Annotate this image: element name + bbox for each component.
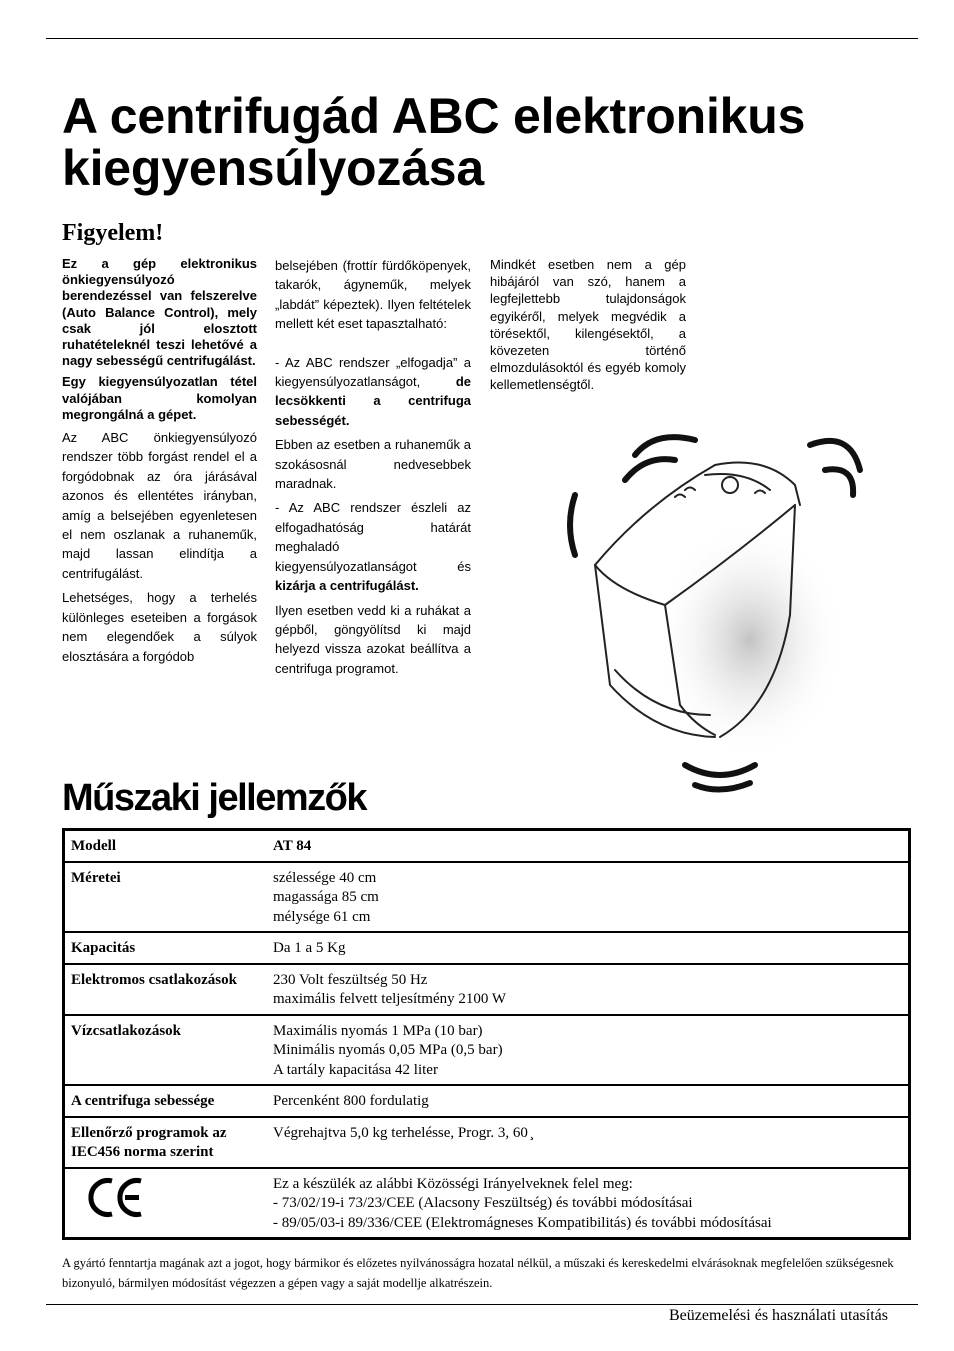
table-row bbox=[64, 964, 910, 1015]
attention-heading: Figyelem! bbox=[62, 220, 164, 246]
label-spin-speed: A centrifuga sebessége bbox=[64, 1085, 268, 1117]
ce-mark-cell bbox=[64, 1168, 268, 1239]
paragraph-continued: belsejében (frottír fürdőköpenyek, takarók, ágyneműk, melyek „labdát” képeztek). Ilyen feltételek mellett két eset tapasztalható: bbox=[275, 258, 471, 332]
case-2-bold: kizárja a centrifugálást. bbox=[275, 578, 419, 594]
text-column-3 bbox=[490, 256, 686, 399]
value-dimensions: szélessége 40 cm magassága 85 cm mélysége 61 cm bbox=[267, 862, 910, 933]
label-model: Modell bbox=[64, 830, 268, 862]
case-2-text: - Az ABC rendszer észleli az elfogadhatóság határát meghaladó kiegyensúlyozatlanságot és bbox=[275, 500, 471, 574]
paragraph-case-1-result: Ebben az esetben a ruhaneműk a szokásosnál nedvesebbek maradnak. bbox=[275, 437, 471, 492]
case-1-bold: de lecsökkenti a centrifuga sebességét. bbox=[275, 374, 471, 428]
value-capacity: Da 1 a 5 Kg bbox=[267, 932, 910, 964]
text-column-1 bbox=[62, 256, 257, 671]
top-rule bbox=[46, 38, 918, 39]
label-dimensions: Méretei bbox=[64, 862, 268, 933]
paragraph-warning: Egy kiegyensúlyozatlan tétel valójában komolyan megrongálná a gépet. bbox=[62, 374, 257, 422]
table-row bbox=[64, 830, 910, 862]
paragraph-instruction: Ilyen esetben vedd ki a ruhákat a gépből, göngyölítsd ki majd helyezd vissza azokat beállítva a centrifuga programot. bbox=[275, 602, 471, 676]
value-ce-compliance: Ez a készülék az alábbi Közösségi Irányelveknek felel meg: - 73/02/19-i 73/23/CEE (Alacsony Feszültség) és további módosításai - 89/05/03-i 89/336/CEE (Elektromágneses Kompatibilitás) és további módosításai bbox=[267, 1168, 910, 1239]
footer-caption: Beüzemelési és használati utasítás bbox=[668, 1307, 888, 1324]
value-model: AT 84 bbox=[267, 830, 910, 862]
bottom-rule bbox=[46, 1304, 918, 1305]
label-check-programs: Ellenőrző programok az IEC456 norma szerint bbox=[64, 1117, 268, 1168]
paragraph-conclusion: Mindkét esetben nem a gép hibájáról van szó, hanem a legfejlettebb tulajdonságok egyikéről, melyek megvédik a törésektől, kilengésektől, a kövezeten történő elmozdulásoktól és egyéb komoly kellemetlenségtől. bbox=[490, 257, 686, 393]
disclaimer-note: A gyártó fenntartja magának azt a jogot, hogy bármikor és előzetes nyilvánosságra hozatal nélkül, a műszaki és kereskedelmi elvárásoknak megfelelően szükségesnek bizonyuló, bármilyen módosítást végezzen a gépen vagy a saját modellje alkatrészein. bbox=[62, 1256, 894, 1290]
table-row bbox=[64, 1117, 910, 1168]
page-title bbox=[62, 90, 922, 194]
table-row bbox=[64, 862, 910, 933]
value-check-programs: Végrehajtva 5,0 kg terhelésse, Progr. 3, 60 ̧ bbox=[267, 1117, 910, 1168]
specs-table bbox=[62, 828, 911, 1240]
paragraph-intro: Ez a gép elektronikus önkiegyensúlyozó berendezéssel van felszerelve (Auto Balance Control), mely csak jól elosztott ruhatételeknél teszi lehetővé a nagy sebességű centrifugálást. bbox=[62, 256, 257, 369]
shaking-washer-illustration bbox=[555, 415, 905, 805]
paragraph-possibility: Lehetséges, hogy a terhelés különleges eseteiben a forgások nem elegendőek a súlyok elosztására a forgódob bbox=[62, 590, 257, 664]
ce-mark-icon bbox=[85, 1175, 145, 1220]
case-1-text: - Az ABC rendszer „elfogadja” a kiegyensúlyozatlanságot, bbox=[275, 354, 471, 390]
value-water: Maximális nyomás 1 MPa (10 bar) Minimális nyomás 0,05 MPa (0,5 bar) A tartály kapacitása 42 liter bbox=[267, 1015, 910, 1086]
title-line-1: A centrifugád ABC elektronikus bbox=[62, 88, 806, 144]
table-row bbox=[64, 932, 910, 964]
value-electrical: 230 Volt feszültség 50 Hz maximális felvett teljesítmény 2100 W bbox=[267, 964, 910, 1015]
label-capacity: Kapacitás bbox=[64, 932, 268, 964]
paragraph-abc-system: Az ABC önkiegyensúlyozó rendszer több forgást rendel el a forgódobnak az óra járásával azonos és ellentétes irányban, amíg a belsejében egyenletesen el nem oszlanak a ruhaneműk, majd lassan elindítja a centrifugálást. bbox=[62, 430, 257, 581]
text-column-2 bbox=[275, 256, 471, 683]
value-spin-speed: Percenként 800 fordulatig bbox=[267, 1085, 910, 1117]
label-electrical: Elektromos csatlakozások bbox=[64, 964, 268, 1015]
specs-title: Műszaki jellemzők bbox=[62, 777, 366, 819]
title-line-2: kiegyensúlyozása bbox=[62, 140, 485, 196]
table-row bbox=[64, 1015, 910, 1086]
paragraph-case-1 bbox=[275, 353, 471, 431]
table-row bbox=[64, 1085, 910, 1117]
paragraph-case-2 bbox=[275, 498, 471, 595]
table-row bbox=[64, 1168, 910, 1239]
label-water: Vízcsatlakozások bbox=[64, 1015, 268, 1086]
